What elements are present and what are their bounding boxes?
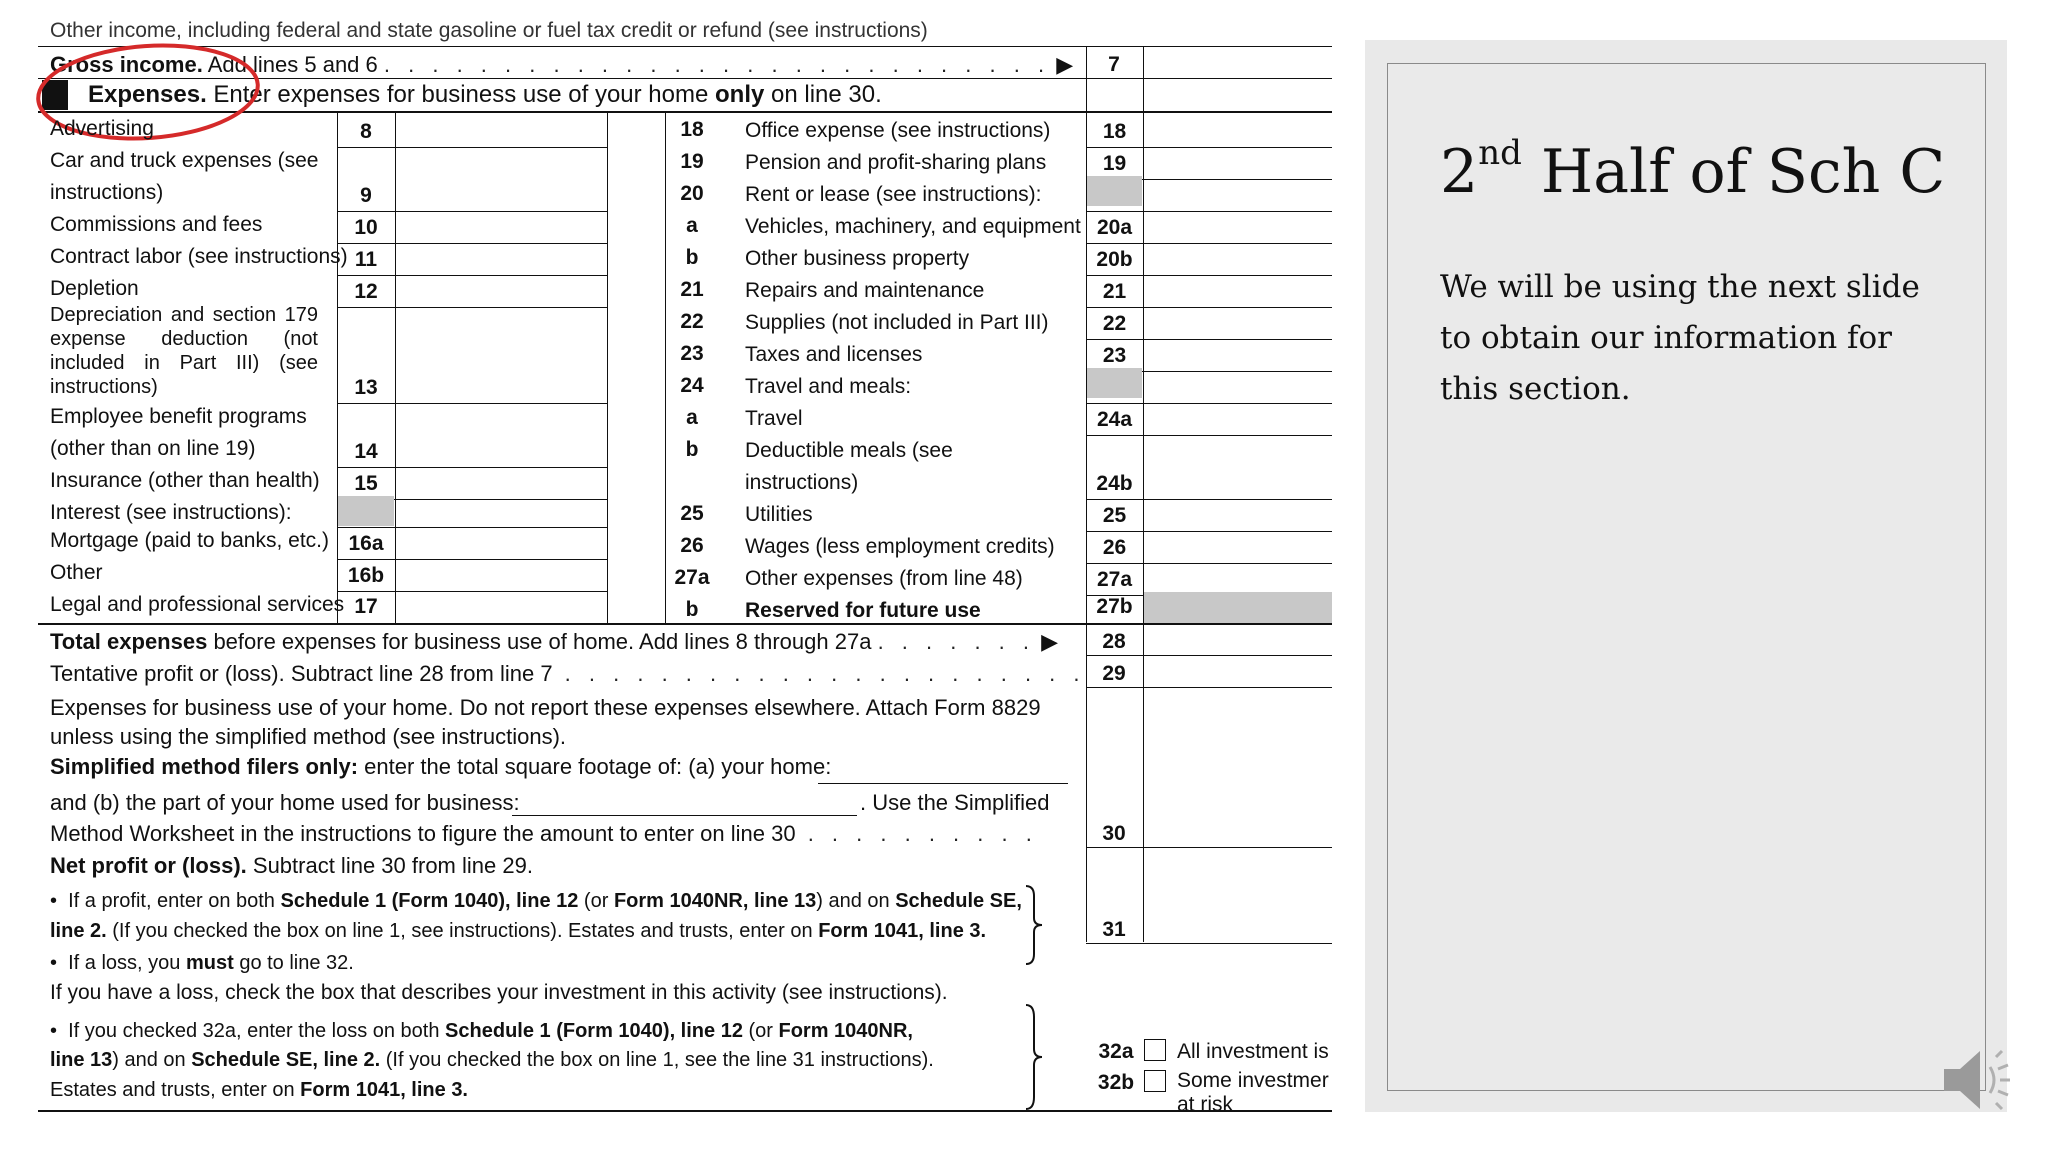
- right-line-number: 25: [1102, 504, 1127, 527]
- right-item-number: a: [686, 214, 698, 237]
- left-amount-field[interactable]: [396, 592, 606, 623]
- right-item-number: 27a: [674, 566, 710, 589]
- right-line-number: 27b: [1096, 595, 1133, 618]
- right-amount-field[interactable]: [1144, 532, 1332, 564]
- gross-income-label: Gross income. Add lines 5 and 6 . . . . . . . . . . . . . . . . . . . . . . . . . . . . ▶: [50, 52, 1074, 77]
- right-item-label: instructions): [745, 471, 859, 494]
- left-amount-field[interactable]: [396, 212, 606, 244]
- brace-32: [1022, 1003, 1046, 1111]
- part-ii-header: Expenses. Enter expenses for business use of your home only on line 30.: [88, 81, 882, 108]
- left-item-label: Depletion: [50, 277, 139, 300]
- right-item-number: 20: [680, 182, 704, 205]
- left-line-number: 10: [354, 216, 378, 239]
- left-line-number: 14: [354, 440, 378, 463]
- right-item-label: Travel: [745, 407, 803, 430]
- left-item-label: Contract labor (see instructions): [50, 245, 348, 268]
- right-line-number: 19: [1102, 152, 1127, 175]
- shade-24: [1087, 368, 1142, 398]
- right-line-number: 24b: [1096, 472, 1133, 495]
- left-item-label: Legal and professional services: [50, 593, 345, 616]
- home-sqft-field[interactable]: [818, 783, 1068, 784]
- right-line-number: 26: [1102, 536, 1127, 559]
- left-amount-field[interactable]: [396, 148, 606, 212]
- box-32b-label: 32b: [1097, 1071, 1135, 1094]
- right-line-number: 20a: [1096, 216, 1133, 239]
- checkbox-32a[interactable]: [1144, 1039, 1166, 1061]
- right-amount-field[interactable]: [1144, 244, 1332, 276]
- right-amount-field[interactable]: [1144, 116, 1332, 148]
- business-sqft-field[interactable]: [512, 815, 857, 816]
- box-32b-text-2: at risk: [1177, 1093, 1234, 1116]
- total-expenses-label: Total expenses before expenses for business use of home. Add lines 8 through 27a . . . . . . . ▶: [50, 629, 1059, 654]
- right-amount-field[interactable]: [1144, 148, 1332, 180]
- right-line-number: 24a: [1096, 408, 1133, 431]
- right-item-number: a: [686, 406, 698, 429]
- left-line-number: 8: [360, 120, 372, 143]
- net-profit-bullet-1a: • If a profit, enter on both Schedule 1 (Form 1040), line 12 (or Form 1040NR, line 13) and on Schedule SE,: [50, 890, 1022, 912]
- right-item-label: Travel and meals:: [745, 375, 912, 398]
- right-line-number: 20b: [1096, 248, 1133, 271]
- left-amount-field[interactable]: [396, 116, 606, 148]
- left-item-label: instructions): [50, 181, 164, 204]
- loss-bullet-1c: Estates and trusts, enter on Form 1041, line 3.: [50, 1079, 468, 1101]
- right-item-label: Repairs and maintenance: [745, 279, 985, 302]
- home-use-line-4: and (b) the part of your home used for business:: [50, 790, 520, 815]
- brace-31: [1022, 884, 1046, 966]
- left-item-label: expense deduction (not: [50, 328, 318, 350]
- right-item-label: Supplies (not included in Part III): [745, 311, 1049, 334]
- slide-title: 2nd Half of Sch C: [1440, 133, 1946, 207]
- left-line-number: 16a: [348, 532, 384, 555]
- left-amount-field[interactable]: [396, 468, 606, 500]
- slide-text-frame: [1387, 63, 1986, 1091]
- shade-interest: [338, 496, 394, 526]
- left-line-number: 12: [354, 280, 378, 303]
- home-use-line-1: Expenses for business use of your home. Do not report these expenses elsewhere. Attach Form 8829: [50, 695, 1041, 720]
- left-item-label: Depreciation and section 179: [50, 304, 318, 326]
- right-item-number: 19: [680, 150, 704, 173]
- right-item-number: 24: [680, 374, 704, 397]
- left-item-label: Other: [50, 561, 103, 584]
- right-line-number: 27a: [1096, 568, 1133, 591]
- right-item-label: Deductible meals (see: [745, 439, 953, 462]
- left-item-label: Insurance (other than health): [50, 469, 320, 492]
- line-30-number: 30: [1102, 822, 1126, 845]
- right-line-number: 18: [1102, 120, 1127, 143]
- left-amount-field: [396, 500, 606, 528]
- top-cut-text: Other income, including federal and state gasoline or fuel tax credit or refund (see instructions): [50, 19, 928, 42]
- right-amount-field[interactable]: [1144, 340, 1332, 372]
- home-use-line-4b: . Use the Simplified: [860, 790, 1050, 815]
- right-item-label: Pension and profit-sharing plans: [745, 151, 1047, 174]
- home-use-line-3: Simplified method filers only: enter the total square footage of: (a) your home:: [50, 754, 832, 779]
- line-31-number: 31: [1102, 918, 1126, 941]
- left-line-number: 13: [354, 376, 378, 399]
- right-item-label: Reserved for future use: [745, 599, 981, 622]
- left-amount-field[interactable]: [396, 560, 606, 592]
- checkbox-32b[interactable]: [1144, 1070, 1166, 1092]
- net-profit-bullet-2: • If a loss, you must go to line 32.: [50, 952, 354, 974]
- right-item-number: b: [685, 246, 699, 269]
- right-line-number: 21: [1102, 280, 1127, 303]
- right-item-label: Other expenses (from line 48): [745, 567, 1023, 590]
- speaker-icon[interactable]: [1940, 1045, 2020, 1115]
- left-amount-field[interactable]: [396, 528, 606, 560]
- right-item-number: 21: [680, 278, 704, 301]
- slide-body: We will be using the next slide to obtain our information for this section.: [1440, 269, 1920, 407]
- right-item-label: Other business property: [745, 247, 970, 270]
- left-item-label: Mortgage (paid to banks, etc.): [50, 529, 329, 552]
- right-item-number: 26: [680, 534, 704, 557]
- right-item-label: Vehicles, machinery, and equipment: [745, 215, 1081, 238]
- box-32a-label: 32a: [1098, 1040, 1134, 1063]
- line-29-number: 29: [1102, 662, 1126, 685]
- left-amount-field[interactable]: [396, 404, 606, 468]
- left-item-label: Employee benefit programs: [50, 405, 307, 428]
- right-line-number: 23: [1102, 344, 1127, 367]
- net-profit-bullet-1b: line 2. (If you checked the box on line 1, see instructions). Estates and trusts, enter on Form 1041, line 3.: [50, 920, 987, 942]
- right-amount-field[interactable]: [1144, 436, 1332, 500]
- box-32a-text: All investment is: [1177, 1040, 1329, 1063]
- shade-20: [1087, 176, 1142, 206]
- right-amount-field[interactable]: [1144, 212, 1332, 244]
- home-use-line-5: Method Worksheet in the instructions to figure the amount to enter on line 30 . . . . . . . . . .: [50, 821, 1038, 846]
- left-amount-field[interactable]: [396, 276, 606, 308]
- loss-intro: If you have a loss, check the box that describes your investment in this activity (see instructions).: [50, 981, 948, 1004]
- left-line-number: 9: [360, 184, 372, 207]
- left-item-label: Interest (see instructions):: [50, 501, 292, 524]
- right-item-number: b: [685, 438, 699, 461]
- line-7-number: 7: [1108, 53, 1120, 76]
- net-profit-label: Net profit or (loss). Subtract line 30 from line 29.: [50, 853, 533, 878]
- box-32b-text: Some investmer: [1177, 1069, 1329, 1092]
- right-item-number: 23: [680, 342, 704, 365]
- left-line-number: 15: [354, 472, 378, 495]
- right-item-label: Wages (less employment credits): [745, 535, 1055, 558]
- shade-27b: [1144, 592, 1332, 623]
- right-item-number: 25: [680, 502, 704, 525]
- left-item-label: Car and truck expenses (see: [50, 149, 319, 172]
- left-line-number: 16b: [347, 564, 385, 587]
- right-item-label: Rent or lease (see instructions):: [745, 183, 1042, 206]
- right-item-number: b: [685, 598, 699, 621]
- tentative-profit-label: Tentative profit or (loss). Subtract line 28 from line 7 . . . . . . . . . . . . . . . . . . . . . .: [50, 661, 1086, 686]
- left-amount-field[interactable]: [396, 244, 606, 276]
- right-line-number: 22: [1102, 312, 1127, 335]
- right-amount-field[interactable]: [1144, 276, 1332, 308]
- left-item-label: Advertising: [50, 117, 154, 140]
- left-line-number: 17: [354, 595, 378, 618]
- loss-bullet-1a: • If you checked 32a, enter the loss on both Schedule 1 (Form 1040), line 12 (or Form 1040NR,: [50, 1020, 913, 1042]
- left-line-number: 11: [354, 248, 378, 271]
- right-item-label: Utilities: [745, 503, 813, 526]
- line-28-number: 28: [1102, 630, 1126, 653]
- right-amount-field[interactable]: [1144, 404, 1332, 436]
- left-amount-field[interactable]: [396, 308, 606, 404]
- right-item-label: Taxes and licenses: [745, 343, 923, 366]
- left-item-label: Commissions and fees: [50, 213, 263, 236]
- right-item-number: 18: [680, 118, 704, 141]
- loss-bullet-1b: line 13) and on Schedule SE, line 2. (If you checked the box on line 1, see the line 31 instructions).: [50, 1049, 934, 1071]
- left-item-label: (other than on line 19): [50, 437, 256, 460]
- left-item-label: instructions): [50, 376, 158, 398]
- right-amount-field[interactable]: [1144, 308, 1332, 340]
- home-use-line-2: unless using the simplified method (see instructions).: [50, 724, 567, 749]
- right-item-number: 22: [680, 310, 704, 333]
- left-item-label: included in Part III) (see: [50, 352, 318, 374]
- right-item-label: Office expense (see instructions): [745, 119, 1051, 142]
- right-amount-field[interactable]: [1144, 500, 1332, 532]
